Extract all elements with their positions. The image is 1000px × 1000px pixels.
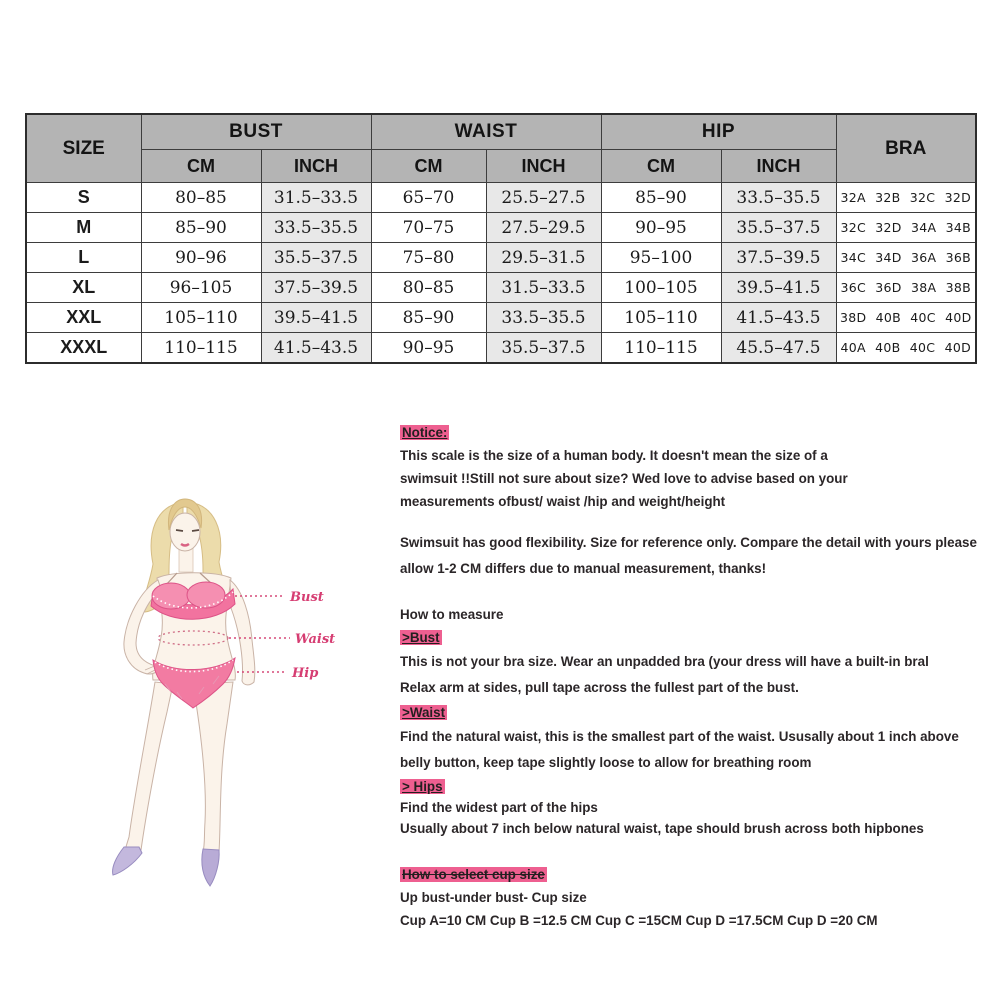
bust-cm-cell: 85–90 [141,213,261,243]
size-cell: L [26,243,141,273]
table-row-m [26,213,976,243]
subheader-hip-cm: CM [601,150,721,183]
waist-inch-cell: 29.5–31.5 [486,243,601,273]
bra-cell: 34C 34D 36A 36B [836,243,976,273]
bust-cm-cell: 110–115 [141,333,261,364]
header-hip: HIP [601,114,836,150]
fashion-sketch-illustration [103,492,393,892]
cup-size-heading: How to select cup size [402,867,545,882]
waist-figure-label: Waist [295,632,336,647]
size-cell: XXXL [26,333,141,364]
size-cell: XL [26,273,141,303]
notes-column [400,421,975,932]
table-row-l [26,243,976,273]
hip-inch-cell: 41.5–43.5 [721,303,836,333]
notice-line: This scale is the size of a human body. It doesn't mean the size of a [400,448,828,463]
bust-inch-cell: 33.5–35.5 [261,213,371,243]
waist-inch-cell: 25.5–27.5 [486,183,601,213]
notice-line: measurements ofbust/ waist /hip and weight/height [400,494,726,509]
hip-inch-cell: 33.5–35.5 [721,183,836,213]
hips-instruction-line: Usually about 7 inch below natural waist, tape should brush across both hipbones [400,821,924,836]
bust-cm-cell: 96–105 [141,273,261,303]
hips-section-heading: > Hips [402,779,443,794]
hip-inch-cell: 39.5–41.5 [721,273,836,303]
waist-instruction-line: Find the natural waist, this is the smallest part of the waist. Ususally about 1 inch above [400,729,959,744]
header-bust: BUST [141,114,371,150]
table-row-xxl [26,303,976,333]
waist-cm-cell: 65–70 [371,183,486,213]
cup-size-line: Cup A=10 CM Cup B =12.5 CM Cup C =15CM Cup D =17.5CM Cup D =20 CM [400,913,878,928]
flexibility-line: allow 1-2 CM differs due to manual measurement, thanks! [400,561,767,576]
waist-cm-cell: 80–85 [371,273,486,303]
bra-cell: 32A 32B 32C 32D [836,183,976,213]
table-row-s [26,183,976,213]
bust-section-heading: >Bust [402,630,440,645]
bra-cell: 36C 36D 38A 38B [836,273,976,303]
hip-cm-cell: 90–95 [601,213,721,243]
how-to-measure-heading: How to measure [400,607,504,622]
bust-cm-cell: 80–85 [141,183,261,213]
bust-cm-cell: 105–110 [141,303,261,333]
waist-inch-cell: 33.5–35.5 [486,303,601,333]
size-cell: XXL [26,303,141,333]
waist-cm-cell: 85–90 [371,303,486,333]
notice-line: swimsuit !!Still not sure about size? Wed love to advise based on your [400,471,848,486]
header-waist: WAIST [371,114,601,150]
bust-inch-cell: 37.5–39.5 [261,273,371,303]
waist-cm-cell: 75–80 [371,243,486,273]
size-cell: S [26,183,141,213]
waist-inch-cell: 31.5–33.5 [486,273,601,303]
hip-cm-cell: 85–90 [601,183,721,213]
bust-inch-cell: 35.5–37.5 [261,243,371,273]
bra-cell: 40A 40B 40C 40D [836,333,976,364]
notice-heading: Notice: [402,425,448,440]
hip-figure-label: Hip [292,666,319,681]
waist-cm-cell: 90–95 [371,333,486,364]
size-cell: M [26,213,141,243]
waist-section-heading: >Waist [402,705,446,720]
hip-cm-cell: 100–105 [601,273,721,303]
size-chart-table [25,113,977,364]
hip-inch-cell: 45.5–47.5 [721,333,836,364]
bust-instruction-line: This is not your bra size. Wear an unpadded bra (your dress will have a built-in bral [400,654,929,669]
bra-cell: 38D 40B 40C 40D [836,303,976,333]
hip-inch-cell: 35.5–37.5 [721,213,836,243]
bust-instruction-line: Relax arm at sides, pull tape across the fullest part of the bust. [400,680,799,695]
cup-size-line: Up bust-under bust- Cup size [400,890,587,905]
hip-cm-cell: 95–100 [601,243,721,273]
subheader-bust-inch: INCH [261,150,371,183]
waist-inch-cell: 27.5–29.5 [486,213,601,243]
hip-cm-cell: 110–115 [601,333,721,364]
subheader-waist-cm: CM [371,150,486,183]
bust-inch-cell: 39.5–41.5 [261,303,371,333]
bust-figure-label: Bust [290,590,324,605]
table-row-xxxl [26,333,976,364]
hips-instruction-line: Find the widest part of the hips [400,800,598,815]
hip-inch-cell: 37.5–39.5 [721,243,836,273]
subheader-waist-inch: INCH [486,150,601,183]
subheader-hip-inch: INCH [721,150,836,183]
waist-inch-cell: 35.5–37.5 [486,333,601,364]
header-bra: BRA [836,114,976,183]
bra-cell: 32C 32D 34A 34B [836,213,976,243]
header-size: SIZE [26,114,141,183]
hip-cm-cell: 105–110 [601,303,721,333]
measurement-figure [103,492,393,892]
waist-cm-cell: 70–75 [371,213,486,243]
table-row-xl [26,273,976,303]
waist-instruction-line: belly button, keep tape slightly loose to allow for breathing room [400,755,812,770]
subheader-bust-cm: CM [141,150,261,183]
flexibility-line: Swimsuit has good flexibility. Size for reference only. Compare the detail with yours please [400,535,977,550]
bust-inch-cell: 31.5–33.5 [261,183,371,213]
bust-inch-cell: 41.5–43.5 [261,333,371,364]
bust-cm-cell: 90–96 [141,243,261,273]
